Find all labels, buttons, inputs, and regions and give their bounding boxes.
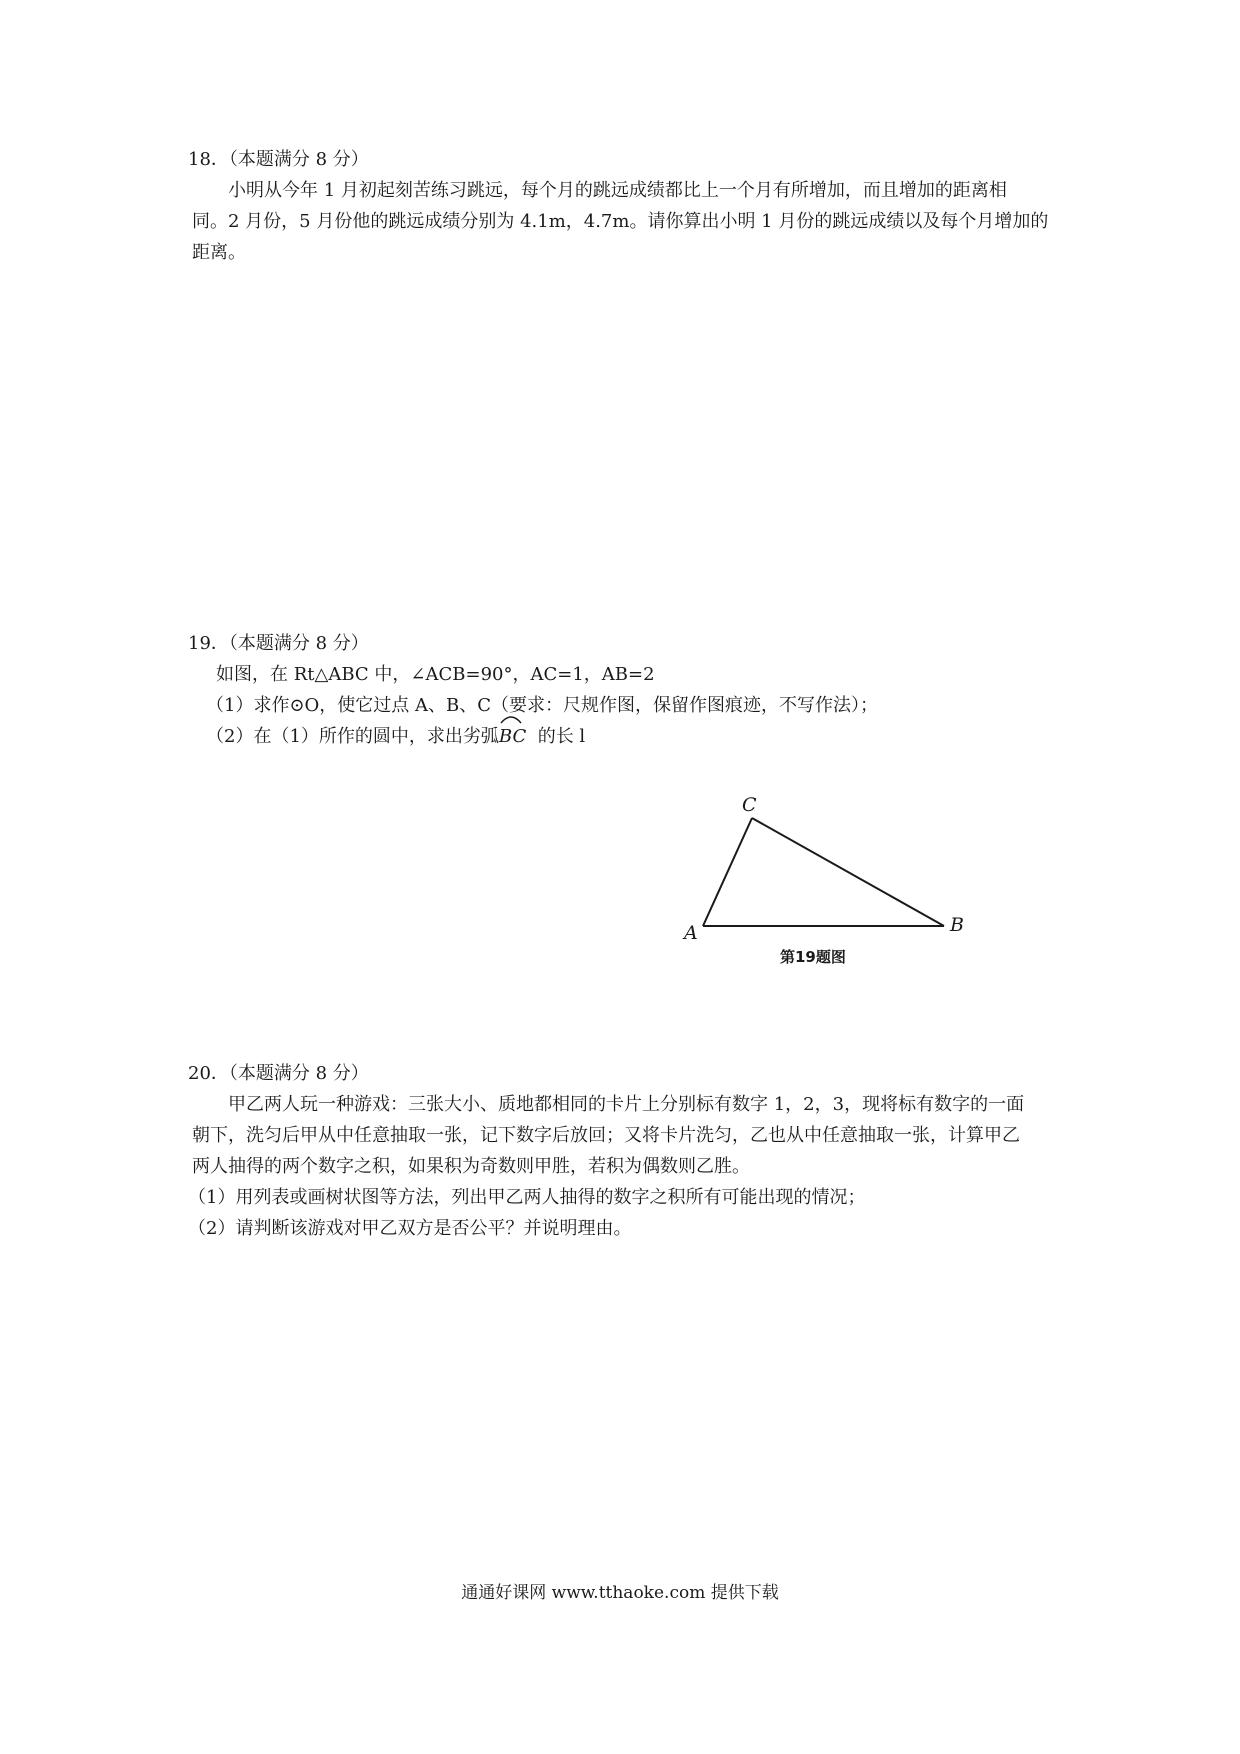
- arc-mark-icon: [500, 714, 522, 724]
- question-20-line-1: 甲乙两人玩一种游戏：三张大小、质地都相同的卡片上分别标有数字 1，2，3，现将标有数字的一面: [228, 1094, 1025, 1115]
- arc-bc-label: BC: [498, 726, 527, 747]
- question-19-part-2: [188, 721, 1068, 752]
- question-18-line-1: 小明从今年 1 月初起刻苦练习跳远，每个月的跳远成绩都比上一个月有所增加，而且增加的距离相: [228, 180, 1007, 201]
- question-20-part-2: （2）请判断该游戏对甲乙双方是否公平？并说明理由。: [188, 1218, 632, 1239]
- question-18-heading: 18．（本题满分 8 分）: [188, 149, 369, 170]
- question-18-line-2: 同。2 月份，5 月份他的跳远成绩分别为 4.1m，4.7m。请你算出小明 1 月份的跳远成绩以及每个月增加的: [192, 211, 1049, 232]
- page-footer: 通通好课网 www.tthaoke.com 提供下载: [461, 1583, 779, 1603]
- question-19-part-2-prefix: （2）在（1）所作的圆中，求出劣弧: [206, 726, 499, 747]
- figure-19: [660, 794, 1000, 980]
- question-19: [188, 628, 1068, 752]
- figure-19-caption: 第19题图: [780, 948, 846, 966]
- question-19-intro: 如图，在 Rt△ABC 中，∠ACB=90°，AC=1，AB=2: [216, 664, 655, 685]
- vertex-c-label: C: [742, 794, 757, 816]
- question-20-part-1: （1）用列表或画树状图等方法，列出甲乙两人抽得的数字之积所有可能出现的情况；: [188, 1187, 866, 1208]
- question-19-part-2-suffix: 的长 l: [537, 726, 586, 747]
- question-18: [188, 144, 1068, 268]
- question-19-heading: 19．（本题满分 8 分）: [188, 633, 369, 654]
- question-20-line-3: 两人抽得的两个数字之积，如果积为奇数则甲胜，若积为偶数则乙胜。: [192, 1156, 750, 1177]
- vertex-b-label: B: [950, 914, 964, 936]
- arc-bc: [499, 721, 526, 752]
- question-20-heading: 20．（本题满分 8 分）: [188, 1063, 369, 1084]
- question-19-part-1: （1）求作⊙O，使它过点 A、B、C（要求：尺规作图，保留作图痕迹，不写作法）；: [206, 695, 879, 716]
- question-18-line-3: 距离。: [192, 242, 246, 263]
- question-20: [188, 1058, 1068, 1244]
- vertex-a-label: A: [684, 922, 698, 944]
- question-20-line-2: 朝下，洗匀后甲从中任意抽取一张，记下数字后放回；又将卡片洗匀，乙也从中任意抽取一张，计算甲乙: [192, 1125, 1020, 1146]
